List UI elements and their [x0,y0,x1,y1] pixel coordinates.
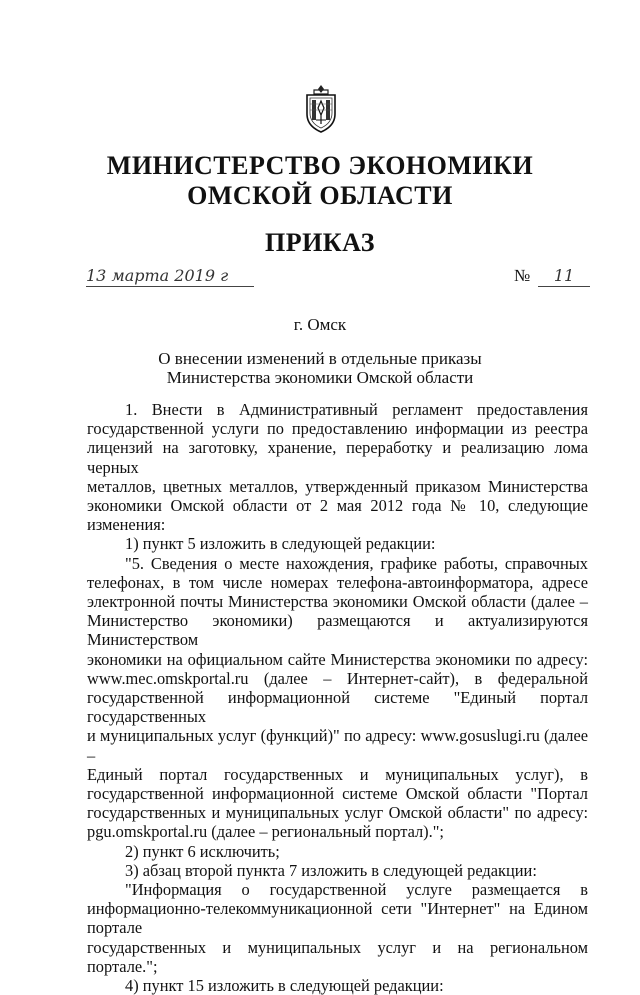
city: г. Омск [293,315,347,334]
handwritten-date-text: 13 марта 2019 г [86,266,229,285]
body-line: государственной услуги по предоставлению информации из реестра [87,419,588,439]
body-line: 1. Внести в Административный регламент предоставления [125,400,588,419]
body-line: 1) пункт 5 изложить в следующей редакции: [125,534,436,554]
body-line: государственной информационной системе "Единый портал государственных [87,688,588,727]
body-line: информационно-телекоммуникационной сети "Интернет" на Едином портале [87,899,588,938]
handwritten-number-text: 11 [553,266,575,285]
body-line: экономики на официальном сайте Министерства экономики по адресу: [87,649,588,669]
subject-line2: Министерства экономики Омской области [166,368,474,387]
date-underline [86,286,254,287]
body-line: Министерство экономики) размещаются и актуализируются Министерством [87,611,588,650]
body-line: Единый портал государственных и муниципальных услуг), в [87,764,588,784]
body-line: государственных и муниципальных услуг и на региональном портале."; [87,937,588,976]
body-line: электронной почты Министерства экономики Омской области (далее – [87,592,588,612]
body-line: 3) абзац второй пункта 7 изложить в следующей редакции: [125,860,537,880]
handwritten-date [86,264,254,288]
organization-name-line2: ОМСКОЙ ОБЛАСТИ [187,181,453,210]
body-line: лицензий на заготовку, хранение, переработку и реализацию лома черных [87,438,588,477]
body-line: государственной информационной системе Омской области "Портал [87,784,588,804]
subject-line1: О внесении изменений в отдельные приказы [158,349,482,368]
number-label: № [514,266,531,285]
document-body [87,400,588,995]
document-type-title: ПРИКАЗ [264,228,376,257]
body-line: экономики Омской области от 2 мая 2012 года № 10, следующие изменения: [87,496,588,535]
body-line: и муниципальных услуг (функций)" по адресу: www.gosuslugi.ru (далее – [87,726,588,765]
body-line: "Информация о государственной услуге размещается в [125,880,588,900]
body-line: pgu.omskportal.ru (далее – региональный портал)."; [87,822,444,842]
coat-of-arms-emblem [304,84,338,134]
body-line: www.mec.omskportal.ru (далее – Интернет-сайт), в федеральной [87,668,588,688]
organization-name-line1: МИНИСТЕРСТВО ЭКОНОМИКИ [106,151,534,180]
body-line: металлов, цветных металлов, утвержденный приказом Министерства [87,476,588,496]
body-line: "5. Сведения о месте нахождения, графике работы, справочных [125,553,588,573]
body-line: государственных и муниципальных услуг Омской области" по адресу: [87,803,588,823]
body-line: телефонах, в том числе номерах телефона-автоинформатора, адресе [87,572,588,592]
body-line: 4) пункт 15 изложить в следующей редакции: [125,976,444,995]
handwritten-number [538,264,590,288]
number-underline [538,286,590,287]
document-subject [0,349,640,387]
body-line: 2) пункт 6 исключить; [125,841,280,861]
